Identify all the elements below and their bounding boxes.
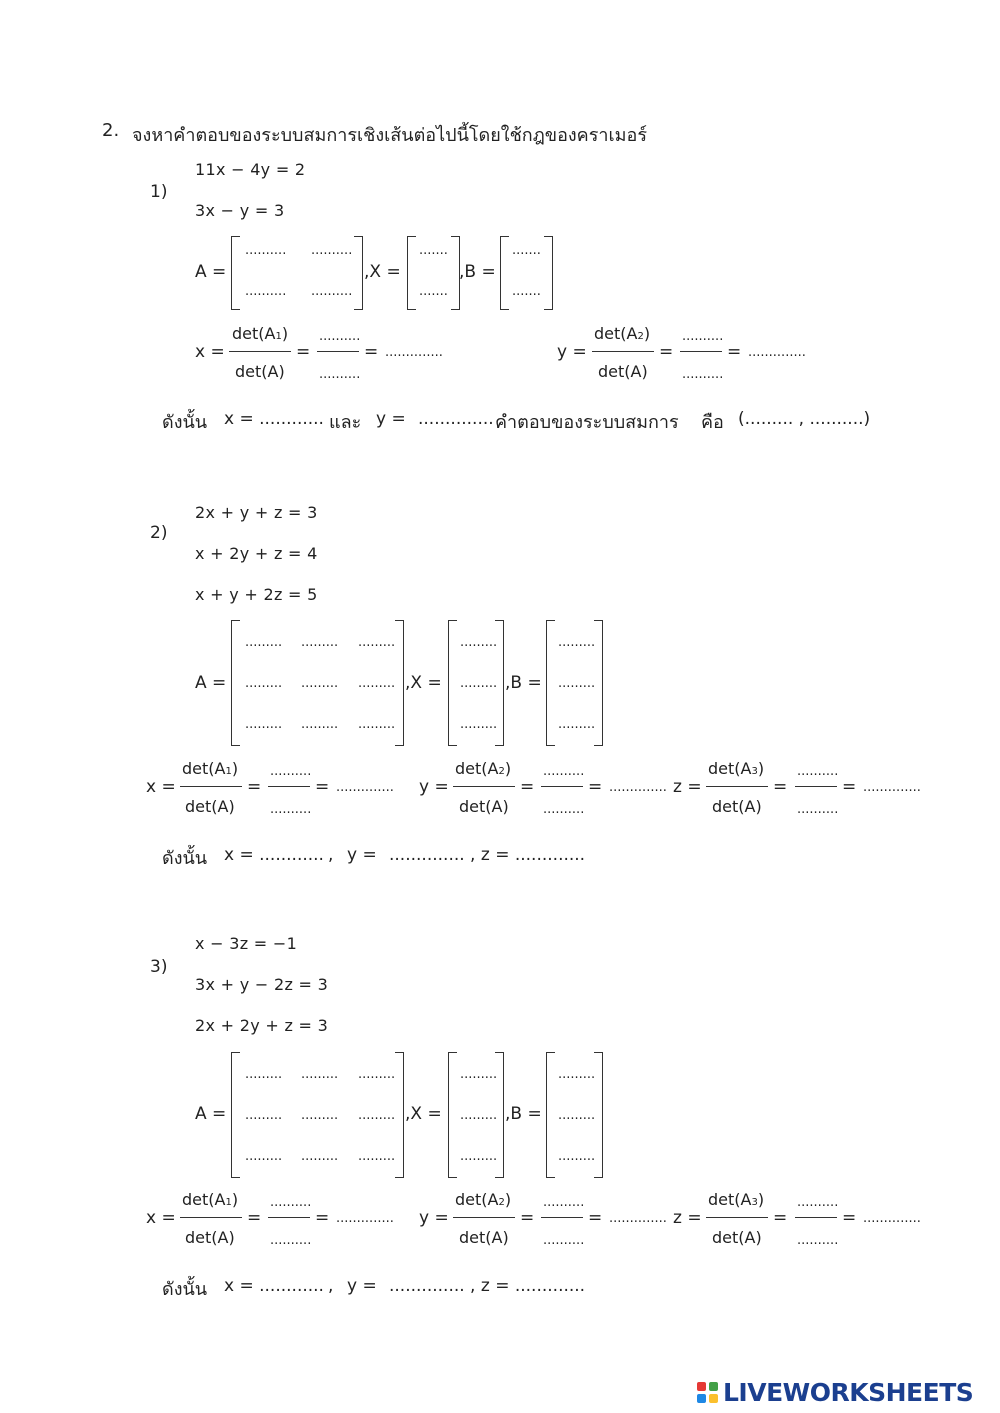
det-a: det(A)	[459, 797, 509, 816]
blank-field[interactable]: ..............	[336, 780, 394, 795]
equals: =	[520, 777, 535, 797]
blank-field[interactable]: .........	[460, 635, 498, 650]
blank-field[interactable]: ..............	[385, 345, 443, 360]
matrix-b-label: ,B =	[505, 1104, 542, 1124]
matrix-a-label: A =	[195, 262, 227, 282]
blank-field[interactable]: ..........	[797, 1233, 839, 1248]
blank-field[interactable]: .........	[558, 1108, 596, 1123]
x-lhs: x =	[146, 777, 176, 797]
det-a: det(A)	[459, 1228, 509, 1247]
blank-field[interactable]: .........	[358, 1067, 396, 1082]
blank-field[interactable]: .......	[419, 284, 448, 299]
equals: =	[247, 777, 262, 797]
blank-field[interactable]: ..........	[245, 243, 287, 258]
det-a2: det(A2)	[594, 324, 651, 343]
x-answer[interactable]: x = ............	[224, 845, 324, 865]
blank-field[interactable]: .........	[558, 635, 596, 650]
equals: =	[315, 1208, 330, 1228]
det-a2: det(A2)	[455, 759, 512, 778]
left-bracket	[500, 236, 509, 310]
y-lhs: y =	[557, 342, 587, 362]
blank-field[interactable]: ..............	[336, 1211, 394, 1226]
logo-text: LIVEWORKSHEETS	[723, 1378, 974, 1407]
fraction-line	[706, 786, 768, 787]
blank-field[interactable]: ..........	[682, 367, 724, 382]
matrix-b-label: ,B =	[505, 673, 542, 693]
equation: 3x − y = 3	[195, 201, 285, 220]
right-bracket	[395, 620, 404, 746]
det-a2: det(A2)	[455, 1190, 512, 1209]
equation: x − 3z = −1	[195, 934, 298, 953]
x-answer[interactable]: x = ............	[224, 1276, 324, 1296]
left-bracket	[546, 620, 555, 746]
fraction-line	[680, 351, 722, 352]
equation: 2x + 2y + z = 3	[195, 1016, 329, 1035]
equals: =	[773, 777, 788, 797]
y-answer-label: y =	[376, 409, 406, 429]
blank-field[interactable]: .........	[460, 1067, 498, 1082]
blank-field[interactable]: ..........	[543, 1195, 585, 1210]
det-a3: det(A3)	[708, 759, 765, 778]
equals: =	[588, 777, 603, 797]
blank-field[interactable]: .........	[460, 717, 498, 732]
matrix-a-label: A =	[195, 1104, 227, 1124]
det-a: det(A)	[235, 362, 285, 381]
blank-field[interactable]: ..........	[270, 1233, 312, 1248]
blank-field[interactable]: .........	[558, 1149, 596, 1164]
blank-field[interactable]: ..........	[319, 367, 361, 382]
y-answer[interactable]: ..............	[418, 409, 494, 429]
blank-field[interactable]: ..........	[543, 1233, 585, 1248]
left-bracket	[546, 1052, 555, 1178]
fraction-line	[229, 351, 291, 352]
comma: ,	[328, 845, 334, 865]
fraction-line	[180, 1217, 242, 1218]
blank-field[interactable]: .........	[301, 1108, 339, 1123]
fraction-line	[706, 1217, 768, 1218]
equals: =	[364, 342, 379, 362]
therefore-label: ดังนั้น	[162, 412, 208, 433]
matrix-x-label: ,X =	[405, 1104, 442, 1124]
matrix-x-label: ,X =	[405, 673, 442, 693]
blank-field[interactable]: .........	[558, 717, 596, 732]
fraction-line	[795, 786, 837, 787]
therefore-label: ดังนั้น	[162, 1279, 208, 1300]
blank-field[interactable]: .........	[245, 717, 283, 732]
blank-field[interactable]: .........	[245, 1149, 283, 1164]
blank-field[interactable]: ..............	[609, 1211, 667, 1226]
blank-field[interactable]: ..........	[797, 1195, 839, 1210]
yz-answer[interactable]: .............. , z = .............	[389, 1276, 586, 1296]
equation: 11x − 4y = 2	[195, 160, 306, 179]
fraction-line	[317, 351, 359, 352]
left-bracket	[231, 1052, 240, 1178]
det-a1: det(A1)	[232, 324, 289, 343]
y-answer-label: y =	[347, 845, 377, 865]
liveworksheets-logo	[697, 1380, 993, 1406]
blank-field[interactable]: .........	[245, 1108, 283, 1123]
blank-field[interactable]: ..........	[797, 802, 839, 817]
left-bracket	[231, 620, 240, 746]
blank-field[interactable]: .........	[301, 1149, 339, 1164]
blank-field[interactable]: .........	[245, 1067, 283, 1082]
matrix-x-label: ,X =	[364, 262, 401, 282]
det-a1: det(A1)	[182, 1190, 239, 1209]
right-bracket	[354, 236, 363, 310]
left-bracket	[231, 236, 240, 310]
blank-field[interactable]: .........	[558, 1067, 596, 1082]
blank-field[interactable]: ..........	[270, 764, 312, 779]
equation: x + y + 2z = 5	[195, 585, 318, 604]
fraction-line	[453, 1217, 515, 1218]
fraction-line	[541, 786, 583, 787]
right-bracket	[544, 236, 553, 310]
answer-text: คำตอบของระบบสมการ	[495, 412, 679, 433]
x-lhs: x =	[195, 342, 225, 362]
problem-label: 1)	[150, 182, 168, 202]
blank-field[interactable]: .........	[358, 1149, 396, 1164]
blank-field[interactable]: .......	[512, 243, 541, 258]
y-lhs: y =	[419, 1208, 449, 1228]
equals: =	[247, 1208, 262, 1228]
blank-field[interactable]: ..............	[748, 345, 806, 360]
blank-field[interactable]: .........	[358, 1108, 396, 1123]
matrix-a-label: A =	[195, 673, 227, 693]
fraction-line	[268, 786, 310, 787]
equals: =	[520, 1208, 535, 1228]
z-lhs: z =	[673, 1208, 702, 1228]
blank-field[interactable]: ..........	[319, 329, 361, 344]
blank-field[interactable]: .........	[358, 717, 396, 732]
is-label: คือ	[701, 412, 724, 433]
left-bracket	[448, 620, 457, 746]
question-text: จงหาคำตอบของระบบสมการเชิงเส้นต่อไปนี้โดยใช้กฎของคราเมอร์	[132, 125, 647, 146]
yz-answer[interactable]: .............. , z = .............	[389, 845, 586, 865]
x-lhs: x =	[146, 1208, 176, 1228]
blank-field[interactable]: .........	[245, 676, 283, 691]
det-a1: det(A1)	[182, 759, 239, 778]
blank-field[interactable]: ..........	[311, 284, 353, 299]
blank-field[interactable]: .........	[460, 1108, 498, 1123]
blank-field[interactable]: ..........	[270, 1195, 312, 1210]
blank-field[interactable]: ..........	[543, 764, 585, 779]
blank-field[interactable]: ..............	[609, 780, 667, 795]
equals: =	[296, 342, 311, 362]
equals: =	[315, 777, 330, 797]
blank-field[interactable]: .......	[419, 243, 448, 258]
problem-label: 3)	[150, 957, 168, 977]
blank-field[interactable]: ..........	[245, 284, 287, 299]
question-number: 2.	[102, 120, 120, 141]
equals: =	[727, 342, 742, 362]
left-bracket	[448, 1052, 457, 1178]
equals: =	[842, 1208, 857, 1228]
y-lhs: y =	[419, 777, 449, 797]
problem-label: 2)	[150, 523, 168, 543]
blank-field[interactable]: .........	[301, 635, 339, 650]
right-bracket	[594, 1052, 603, 1178]
blank-field[interactable]: .........	[301, 676, 339, 691]
left-bracket	[407, 236, 416, 310]
equation: 2x + y + z = 3	[195, 503, 318, 522]
y-answer-label: y =	[347, 1276, 377, 1296]
x-answer[interactable]: x = ............	[224, 409, 324, 429]
blank-field[interactable]: .........	[301, 1067, 339, 1082]
det-a: det(A)	[185, 797, 235, 816]
blank-field[interactable]: .......	[512, 284, 541, 299]
fraction-line	[592, 351, 654, 352]
det-a: det(A)	[712, 797, 762, 816]
fraction-line	[795, 1217, 837, 1218]
equals: =	[588, 1208, 603, 1228]
and-label: และ	[329, 412, 362, 433]
blank-field[interactable]: .........	[460, 1149, 498, 1164]
blank-field[interactable]: .........	[358, 676, 396, 691]
blank-field[interactable]: ..........	[270, 802, 312, 817]
det-a3: det(A3)	[708, 1190, 765, 1209]
det-a: det(A)	[185, 1228, 235, 1247]
right-bracket	[495, 1052, 504, 1178]
equation: 3x + y − 2z = 3	[195, 975, 329, 994]
blank-field[interactable]: ..........	[682, 329, 724, 344]
right-bracket	[594, 620, 603, 746]
equals: =	[842, 777, 857, 797]
matrix-b-label: ,B =	[459, 262, 496, 282]
comma: ,	[328, 1276, 334, 1296]
fraction-line	[268, 1217, 310, 1218]
det-a: det(A)	[598, 362, 648, 381]
blank-field[interactable]: .........	[460, 676, 498, 691]
blank-field[interactable]: ..........	[311, 243, 353, 258]
answer-pair[interactable]: (......... , ..........)	[738, 409, 871, 429]
equals: =	[773, 1208, 788, 1228]
fraction-line	[180, 786, 242, 787]
fraction-line	[453, 786, 515, 787]
blank-field[interactable]: ..........	[543, 802, 585, 817]
det-a: det(A)	[712, 1228, 762, 1247]
therefore-label: ดังนั้น	[162, 848, 208, 869]
logo-icon	[697, 1382, 719, 1404]
right-bracket	[395, 1052, 404, 1178]
blank-field[interactable]: ..............	[863, 1211, 921, 1226]
right-bracket	[495, 620, 504, 746]
equation: x + 2y + z = 4	[195, 544, 318, 563]
fraction-line	[541, 1217, 583, 1218]
blank-field[interactable]: .........	[245, 635, 283, 650]
blank-field[interactable]: .........	[558, 676, 596, 691]
blank-field[interactable]: ..........	[797, 764, 839, 779]
equals: =	[659, 342, 674, 362]
blank-field[interactable]: .........	[301, 717, 339, 732]
blank-field[interactable]: .........	[358, 635, 396, 650]
z-lhs: z =	[673, 777, 702, 797]
blank-field[interactable]: ..............	[863, 780, 921, 795]
